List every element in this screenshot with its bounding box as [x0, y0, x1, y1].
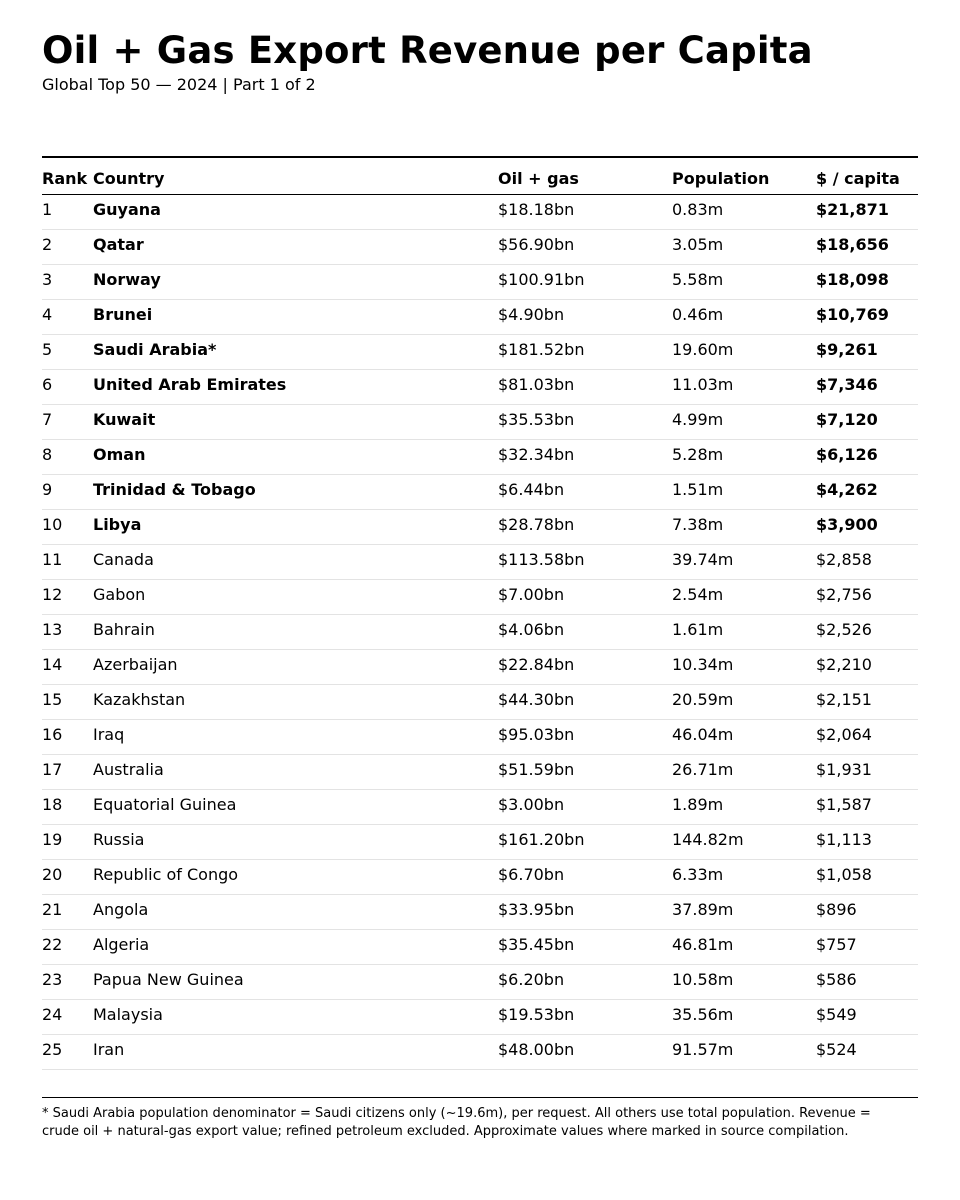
table-row: [42, 685, 918, 720]
country-cell: Trinidad & Tobago: [93, 480, 256, 499]
revenue-cell: $51.59bn: [498, 760, 575, 779]
population-cell: 10.58m: [672, 970, 734, 989]
table-row: [42, 405, 918, 440]
rank-cell: 14: [42, 655, 63, 674]
rank-cell: 6: [42, 375, 53, 394]
rank-cell: 4: [42, 305, 53, 324]
revenue-cell: $4.06bn: [498, 620, 565, 639]
rank-cell: 9: [42, 480, 53, 499]
table-row: [42, 510, 918, 545]
revenue-cell: $33.95bn: [498, 900, 575, 919]
per-capita-cell: $896: [816, 900, 857, 919]
revenue-cell: $4.90bn: [498, 305, 565, 324]
per-capita-cell: $586: [816, 970, 857, 989]
revenue-cell: $22.84bn: [498, 655, 575, 674]
table-row: [42, 370, 918, 405]
footer-divider: [42, 1097, 918, 1098]
revenue-cell: $81.03bn: [498, 375, 575, 394]
table-row: [42, 580, 918, 615]
rank-cell: 15: [42, 690, 63, 709]
population-cell: 2.54m: [672, 585, 724, 604]
population-cell: 4.99m: [672, 410, 724, 429]
per-capita-cell: $2,526: [816, 620, 872, 639]
revenue-cell: $100.91bn: [498, 270, 585, 289]
table-row: [42, 230, 918, 265]
revenue-cell: $181.52bn: [498, 340, 585, 359]
table-row: [42, 1035, 918, 1070]
table-row: [42, 895, 918, 930]
table-row: [42, 475, 918, 510]
header-population: Population: [672, 169, 770, 188]
revenue-cell: $28.78bn: [498, 515, 575, 534]
header-oil-gas: Oil + gas: [498, 169, 579, 188]
population-cell: 6.33m: [672, 865, 724, 884]
population-cell: 1.51m: [672, 480, 724, 499]
population-cell: 0.83m: [672, 200, 724, 219]
rank-cell: 12: [42, 585, 63, 604]
table-row: [42, 755, 918, 790]
population-cell: 19.60m: [672, 340, 734, 359]
table-row: [42, 265, 918, 300]
per-capita-cell: $3,900: [816, 515, 878, 534]
page-subtitle: Global Top 50 — 2024 | Part 1 of 2: [42, 75, 316, 94]
rank-cell: 5: [42, 340, 53, 359]
country-cell: Oman: [93, 445, 146, 464]
table-row: [42, 650, 918, 685]
population-cell: 20.59m: [672, 690, 734, 709]
population-cell: 91.57m: [672, 1040, 734, 1059]
country-cell: Iran: [93, 1040, 125, 1059]
table-body: [42, 195, 918, 1070]
table-row: [42, 195, 918, 230]
country-cell: Libya: [93, 515, 142, 534]
revenue-cell: $95.03bn: [498, 725, 575, 744]
header-country: Country: [93, 169, 165, 188]
table-row: [42, 440, 918, 475]
per-capita-cell: $2,151: [816, 690, 872, 709]
country-cell: Bahrain: [93, 620, 155, 639]
table-row: [42, 545, 918, 580]
country-cell: Algeria: [93, 935, 150, 954]
population-cell: 0.46m: [672, 305, 724, 324]
per-capita-cell: $10,769: [816, 305, 889, 324]
rank-cell: 24: [42, 1005, 63, 1024]
country-cell: Norway: [93, 270, 161, 289]
rank-cell: 18: [42, 795, 63, 814]
revenue-cell: $19.53bn: [498, 1005, 575, 1024]
rank-cell: 23: [42, 970, 63, 989]
population-cell: 11.03m: [672, 375, 734, 394]
country-cell: United Arab Emirates: [93, 375, 287, 394]
revenue-cell: $6.44bn: [498, 480, 565, 499]
country-cell: Papua New Guinea: [93, 970, 244, 989]
country-cell: Kazakhstan: [93, 690, 186, 709]
country-cell: Australia: [93, 760, 164, 779]
header-per-capita: $ / capita: [816, 169, 900, 188]
country-cell: Gabon: [93, 585, 146, 604]
per-capita-cell: $2,756: [816, 585, 872, 604]
per-capita-cell: $524: [816, 1040, 857, 1059]
per-capita-cell: $1,931: [816, 760, 872, 779]
country-cell: Saudi Arabia*: [93, 340, 217, 359]
table-row: [42, 1000, 918, 1035]
revenue-cell: $161.20bn: [498, 830, 585, 849]
population-cell: 10.34m: [672, 655, 734, 674]
country-cell: Republic of Congo: [93, 865, 239, 884]
per-capita-cell: $7,346: [816, 375, 878, 394]
header-rank: Rank: [42, 169, 88, 188]
country-cell: Iraq: [93, 725, 125, 744]
population-cell: 46.04m: [672, 725, 734, 744]
population-cell: 5.28m: [672, 445, 724, 464]
rank-cell: 2: [42, 235, 53, 254]
country-cell: Malaysia: [93, 1005, 163, 1024]
table-row: [42, 930, 918, 965]
per-capita-cell: $1,587: [816, 795, 872, 814]
per-capita-cell: $1,113: [816, 830, 872, 849]
country-cell: Guyana: [93, 200, 161, 219]
revenue-cell: $18.18bn: [498, 200, 575, 219]
country-cell: Brunei: [93, 305, 153, 324]
population-cell: 3.05m: [672, 235, 724, 254]
country-cell: Canada: [93, 550, 154, 569]
per-capita-cell: $757: [816, 935, 857, 954]
per-capita-cell: $18,098: [816, 270, 889, 289]
table-row: [42, 825, 918, 860]
rank-cell: 20: [42, 865, 63, 884]
per-capita-cell: $2,064: [816, 725, 872, 744]
population-cell: 37.89m: [672, 900, 734, 919]
revenue-cell: $113.58bn: [498, 550, 585, 569]
revenue-cell: $6.70bn: [498, 865, 565, 884]
revenue-cell: $35.45bn: [498, 935, 575, 954]
population-cell: 39.74m: [672, 550, 734, 569]
rank-cell: 21: [42, 900, 63, 919]
revenue-cell: $6.20bn: [498, 970, 565, 989]
country-cell: Equatorial Guinea: [93, 795, 237, 814]
table-row: [42, 615, 918, 650]
per-capita-cell: $2,210: [816, 655, 872, 674]
rank-cell: 8: [42, 445, 53, 464]
revenue-cell: $44.30bn: [498, 690, 575, 709]
table-row: [42, 720, 918, 755]
revenue-cell: $35.53bn: [498, 410, 575, 429]
ranking-table: [42, 156, 918, 1070]
revenue-cell: $32.34bn: [498, 445, 575, 464]
rank-cell: 19: [42, 830, 63, 849]
table-row: [42, 300, 918, 335]
country-cell: Angola: [93, 900, 149, 919]
rank-cell: 10: [42, 515, 63, 534]
rank-cell: 1: [42, 200, 53, 219]
population-cell: 1.89m: [672, 795, 724, 814]
rank-cell: 22: [42, 935, 63, 954]
country-cell: Qatar: [93, 235, 144, 254]
per-capita-cell: $7,120: [816, 410, 878, 429]
per-capita-cell: $18,656: [816, 235, 889, 254]
rank-cell: 11: [42, 550, 63, 569]
per-capita-cell: $1,058: [816, 865, 872, 884]
population-cell: 7.38m: [672, 515, 724, 534]
population-cell: 26.71m: [672, 760, 734, 779]
population-cell: 46.81m: [672, 935, 734, 954]
footnote: * Saudi Arabia population denominator = Saudi citizens only (~19.6m), per request. All others use total population. Revenue = crude oil + natural-gas export value; refined petroleum excluded. Approximate values where marked in source compilation.: [42, 1106, 871, 1139]
per-capita-cell: $2,858: [816, 550, 872, 569]
rank-cell: 7: [42, 410, 53, 429]
rank-cell: 17: [42, 760, 63, 779]
per-capita-cell: $4,262: [816, 480, 878, 499]
population-cell: 1.61m: [672, 620, 724, 639]
per-capita-cell: $6,126: [816, 445, 878, 464]
rank-cell: 25: [42, 1040, 63, 1059]
revenue-cell: $48.00bn: [498, 1040, 575, 1059]
country-cell: Russia: [93, 830, 145, 849]
table-header-row: [42, 158, 918, 195]
country-cell: Kuwait: [93, 410, 156, 429]
revenue-cell: $56.90bn: [498, 235, 575, 254]
table-row: [42, 860, 918, 895]
population-cell: 5.58m: [672, 270, 724, 289]
per-capita-cell: $549: [816, 1005, 857, 1024]
country-cell: Azerbaijan: [93, 655, 178, 674]
table-row: [42, 335, 918, 370]
rank-cell: 3: [42, 270, 53, 289]
table-row: [42, 965, 918, 1000]
per-capita-cell: $21,871: [816, 200, 889, 219]
revenue-cell: $3.00bn: [498, 795, 565, 814]
page-title: Oil + Gas Export Revenue per Capita: [42, 29, 813, 72]
population-cell: 144.82m: [672, 830, 744, 849]
per-capita-cell: $9,261: [816, 340, 878, 359]
table-row: [42, 790, 918, 825]
rank-cell: 16: [42, 725, 63, 744]
revenue-cell: $7.00bn: [498, 585, 565, 604]
population-cell: 35.56m: [672, 1005, 734, 1024]
rank-cell: 13: [42, 620, 63, 639]
